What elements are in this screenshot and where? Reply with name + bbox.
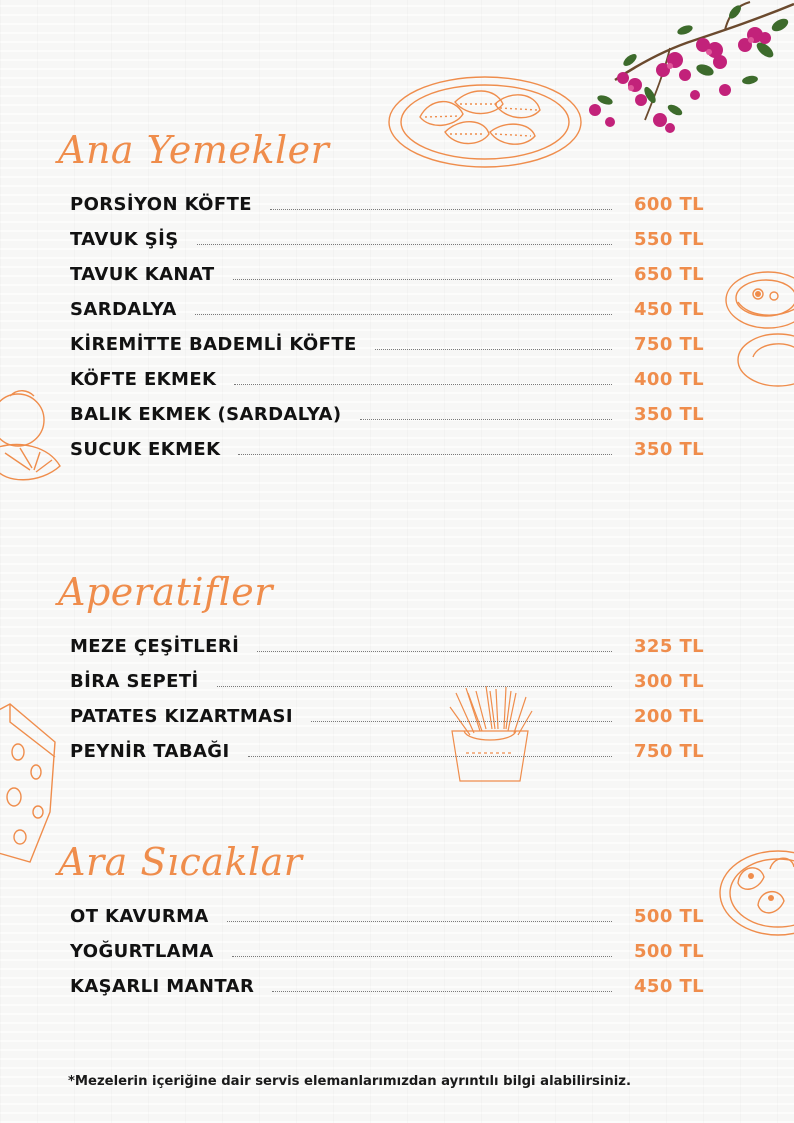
dotted-leader — [232, 956, 612, 957]
menu-list-ana-yemekler — [70, 187, 712, 467]
item-name: KAŞARLI MANTAR — [70, 976, 255, 997]
item-price: 500 TL — [634, 906, 704, 927]
item-name: MEZE ÇEŞİTLERİ — [70, 636, 240, 657]
item-price: 350 TL — [634, 439, 704, 460]
dessert-plate-sketch — [718, 845, 794, 945]
item-price: 550 TL — [634, 229, 704, 250]
item-name: PORSİYON KÖFTE — [70, 194, 252, 215]
item-name: PEYNİR TABAĞI — [70, 741, 230, 762]
dotted-leader — [234, 384, 612, 385]
menu-item — [70, 397, 712, 432]
dotted-leader — [238, 454, 612, 455]
section-title-ara-sicaklar: Ara Sıcaklar — [58, 840, 303, 884]
item-price: 350 TL — [634, 404, 704, 425]
dotted-leader — [248, 756, 612, 757]
section-title-ana-yemekler: Ana Yemekler — [58, 128, 330, 172]
item-name: KİREMİTTE BADEMLİ KÖFTE — [70, 334, 357, 355]
menu-item — [70, 327, 712, 362]
item-name: SUCUK EKMEK — [70, 439, 221, 460]
item-name: BİRA SEPETİ — [70, 671, 199, 692]
dumpling-plate-sketch — [385, 72, 585, 172]
dotted-leader — [233, 279, 612, 280]
menu-item — [70, 222, 712, 257]
item-price: 650 TL — [634, 264, 704, 285]
pastry-sketch — [718, 262, 794, 392]
item-price: 600 TL — [634, 194, 704, 215]
dotted-leader — [375, 349, 612, 350]
dotted-leader — [360, 419, 613, 420]
item-price: 500 TL — [634, 941, 704, 962]
menu-item — [70, 969, 712, 1004]
item-name: TAVUK ŞİŞ — [70, 229, 179, 250]
dotted-leader — [311, 721, 612, 722]
menu-item — [70, 432, 712, 467]
menu-item — [70, 257, 712, 292]
item-price: 300 TL — [634, 671, 704, 692]
menu-item — [70, 734, 712, 769]
orange-slice-sketch — [0, 388, 75, 483]
menu-list-aperatifler — [70, 629, 712, 769]
item-name: BALIK EKMEK (SARDALYA) — [70, 404, 342, 425]
menu-item — [70, 292, 712, 327]
item-name: PATATES KIZARTMASI — [70, 706, 293, 727]
menu-item — [70, 899, 712, 934]
item-name: KÖFTE EKMEK — [70, 369, 217, 390]
dotted-leader — [197, 244, 612, 245]
section-title-aperatifler: Aperatifler — [58, 570, 273, 614]
item-name: YOĞURTLAMA — [70, 941, 214, 962]
dotted-leader — [257, 651, 612, 652]
dotted-leader — [195, 314, 612, 315]
bougainvillea-branch-illustration — [575, 0, 794, 140]
menu-item — [70, 187, 712, 222]
item-name: SARDALYA — [70, 299, 177, 320]
item-price: 400 TL — [634, 369, 704, 390]
item-price: 750 TL — [634, 741, 704, 762]
item-price: 450 TL — [634, 299, 704, 320]
menu-item — [70, 362, 712, 397]
item-price: 450 TL — [634, 976, 704, 997]
dotted-leader — [227, 921, 612, 922]
menu-item — [70, 664, 712, 699]
dotted-leader — [270, 209, 612, 210]
menu-list-ara-sicaklar — [70, 899, 712, 1004]
dotted-leader — [217, 686, 612, 687]
menu-item — [70, 629, 712, 664]
dotted-leader — [272, 991, 612, 992]
item-price: 325 TL — [634, 636, 704, 657]
menu-item — [70, 699, 712, 734]
item-name: OT KAVURMA — [70, 906, 209, 927]
item-price: 200 TL — [634, 706, 704, 727]
footnote: *Mezelerin içeriğine dair servis elemanlarımızdan ayrıntılı bilgi alabilirsiniz. — [68, 1074, 631, 1089]
item-name: TAVUK KANAT — [70, 264, 215, 285]
item-price: 750 TL — [634, 334, 704, 355]
menu-item — [70, 934, 712, 969]
cheese-wedge-sketch — [0, 702, 60, 870]
